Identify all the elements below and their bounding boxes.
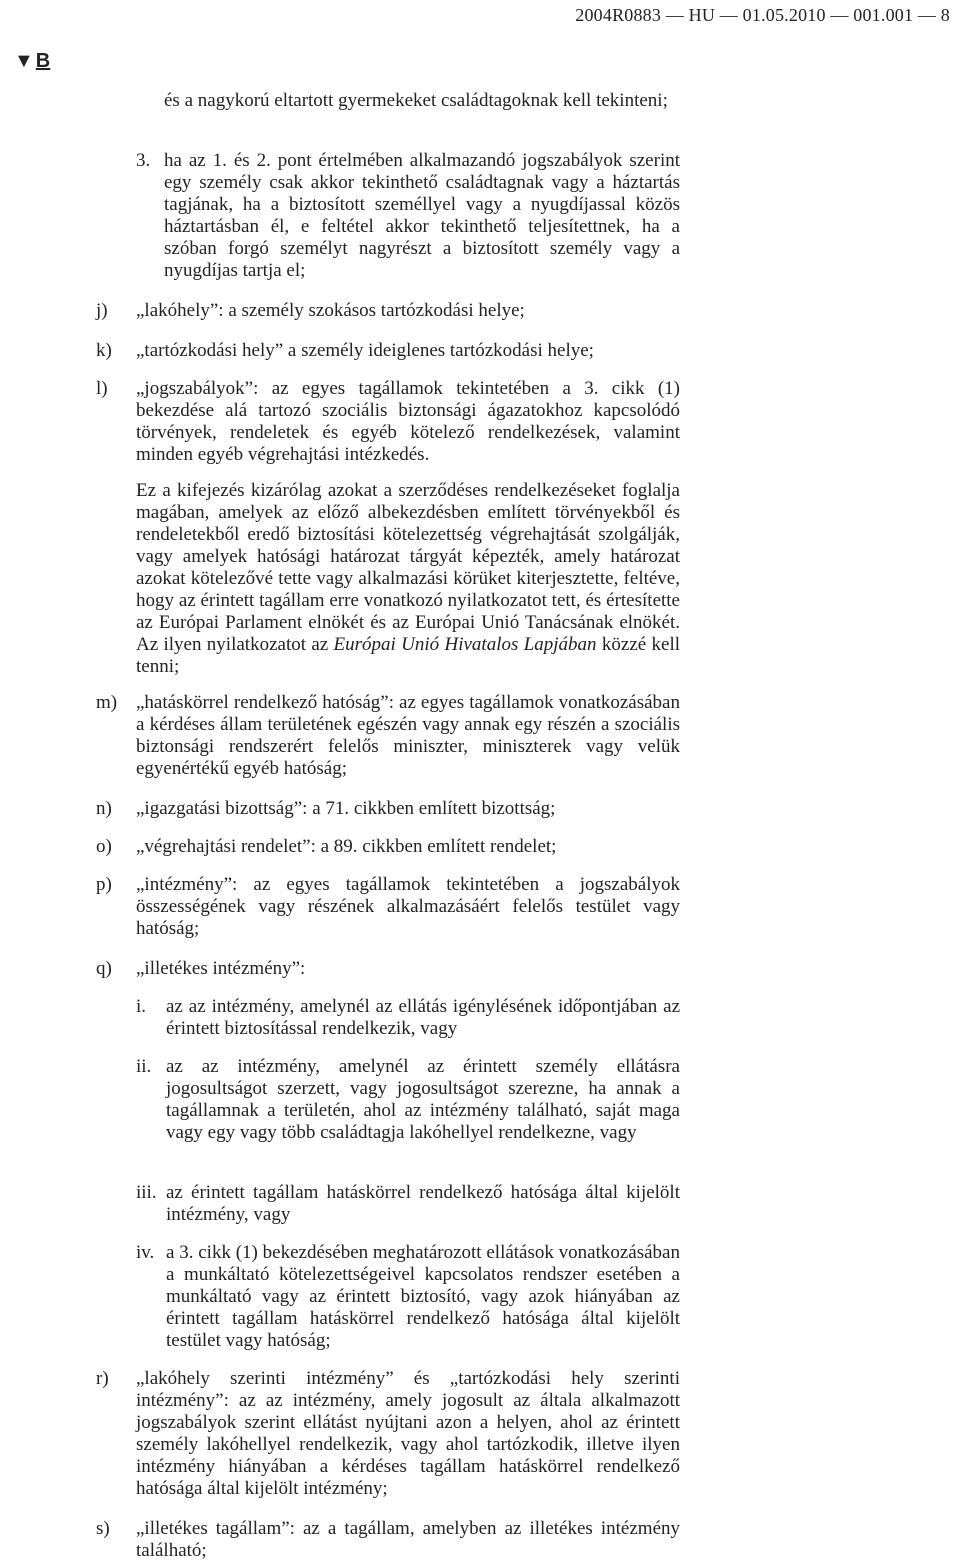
definition-q-text: „illetékes intézmény”: bbox=[136, 958, 306, 979]
item-3-text: ha az 1. és 2. pont értelmében alkalmazandó jogszabályok szerint egy személy csak akkor tekinthető családtagnak vagy a háztartás tagjának, ha a biztosított személlyel vagy a nyugdíjassal közös háztartásban él, e feltétel akkor tekinthető teljesítettnek, ha a szóban forgó személyt nagyrészt a biztosított személy vagy a nyugdíjas tartja el; bbox=[164, 150, 680, 281]
definition-q-sub-3-text: az érintett tagállam hatáskörrel rendelkező hatósága által kijelölt intézmény, vagy bbox=[166, 1182, 680, 1225]
definition-s-text: „illetékes tagállam”: az a tagállam, amelyben az illetékes intézmény található; bbox=[136, 1518, 680, 1561]
definition-l-text: „jogszabályok”: az egyes tagállamok tekintetében a 3. cikk (1) bekezdése alá tartozó szociális biztonsági ágazatokhoz kapcsolódó törvények, rendeletek és egyéb kötelező rendelkezések, valamint minden egyéb végrehajtási intézkedés. bbox=[136, 378, 680, 465]
definition-o-label: o) bbox=[96, 836, 112, 857]
definition-q-sub-2-number: ii. bbox=[136, 1056, 152, 1077]
definition-l-label: l) bbox=[96, 378, 108, 399]
official-journal-title: Európai Unió Hivatalos Lapjában bbox=[333, 634, 597, 655]
definition-p-text: „intézmény”: az egyes tagállamok tekintetében a jogszabályok összességének vagy részének alkalmazásáért felelős testület vagy hatóság; bbox=[136, 874, 680, 939]
definition-q-label: q) bbox=[96, 958, 112, 979]
definition-l-paragraph-2-body: Ez a kifejezés kizárólag azokat a szerződéses rendelkezéseket foglalja magában, amelyek az előző albekezdésben említett törvényekből és rendeletekből eredő biztosítási kötelezettség végrehajtását szolgálják, vagy amelyek hatósági határozat tárgyát képezték, amely határozat azokat kötelezővé tette vagy alkalmazási körüket kiterjesztette, feltéve, hogy az érintett tagállam erre vonatkozó nyilatkozatot tett, és értesítette az Európai Parlament elnökét és az Európai Unió Tanácsának elnökét. Az ilyen nyilatkozatot az bbox=[136, 480, 680, 655]
definition-q-sub-3-number: iii. bbox=[136, 1182, 157, 1203]
definition-j-text: „lakóhely”: a személy szokásos tartózkodási helye; bbox=[136, 300, 525, 321]
definition-q-sub-1-text: az az intézmény, amelynél az ellátás igénylésének időpontjában az érintett biztosítással rendelkezik, vagy bbox=[166, 996, 680, 1039]
definition-q-sub-4-text: a 3. cikk (1) bekezdésében meghatározott ellátások vonatkozásában a munkáltató kötelezettségeivel kapcsolatos rendszer esetében a munkáltató vagy az érintett biztosító, vagy azok hiányában az érintett tagállam hatáskörrel rendelkező hatósága által kijelölt testület vagy hatóság; bbox=[166, 1242, 680, 1351]
definition-r-text: „lakóhely szerinti intézmény” és „tartózkodási hely szerinti intézmény”: az az intézmény, amely jogosult az általa alkalmazott jogszabályok szerint ellátást nyújtani azon a helyen, ahol az érintett személy lakóhellyel rendelkezik, vagy ahol tartózkodik, illetve ilyen intézmény hiányában a kérdéses tagállam hatáskörrel rendelkező hatósága által kijelölt intézmény; bbox=[136, 1368, 680, 1499]
triangle-down-icon: ▼ bbox=[14, 50, 34, 72]
definition-m-label: m) bbox=[96, 692, 118, 713]
definition-s-label: s) bbox=[96, 1518, 110, 1539]
page-header: 2004R0883 — HU — 01.05.2010 — 001.001 — 8 bbox=[575, 5, 950, 25]
definition-k-text: „tartózkodási hely” a személy ideiglenes tartózkodási helye; bbox=[136, 340, 594, 361]
definition-r-label: r) bbox=[96, 1368, 109, 1389]
definition-n-text: „igazgatási bizottság”: a 71. cikkben említett bizottság; bbox=[136, 798, 556, 819]
definition-q-sub-4-number: iv. bbox=[136, 1242, 155, 1263]
amendment-marker[interactable] bbox=[14, 50, 50, 72]
definition-q-sub-2-text: az az intézmény, amelynél az érintett személy ellátásra jogosultságot szerzett, vagy jogosultságot szerezne, ha annak a tagállamnak a területén, ahol az intézmény található, saját maga vagy egy vagy több családtagja lakóhellyel rendelkezne, vagy bbox=[166, 1056, 680, 1143]
definition-l-paragraph-2 bbox=[136, 480, 680, 678]
continuation-text: és a nagykorú eltartott gyermekeket családtagoknak kell tekinteni; bbox=[164, 90, 668, 111]
definition-o-text: „végrehajtási rendelet”: a 89. cikkben említett rendelet; bbox=[136, 836, 557, 857]
definition-p-label: p) bbox=[96, 874, 112, 895]
definition-k-label: k) bbox=[96, 340, 112, 361]
definition-j-label: j) bbox=[96, 300, 108, 321]
definition-n-label: n) bbox=[96, 798, 112, 819]
definition-m-text: „hatáskörrel rendelkező hatóság”: az egyes tagállamok vonatkozásában a kérdéses állam területének egészén vagy annak egy részén a szociális biztonsági rendszerért felelős miniszter, miniszterek vagy velük egyenértékű egyéb hatóság; bbox=[136, 692, 680, 779]
definition-l-paragraph-2-end: közzé kell tenni; bbox=[136, 634, 681, 677]
item-3-number: 3. bbox=[136, 150, 151, 171]
amendment-marker-label: B bbox=[35, 50, 51, 72]
definition-q-sub-1-number: i. bbox=[136, 996, 147, 1017]
